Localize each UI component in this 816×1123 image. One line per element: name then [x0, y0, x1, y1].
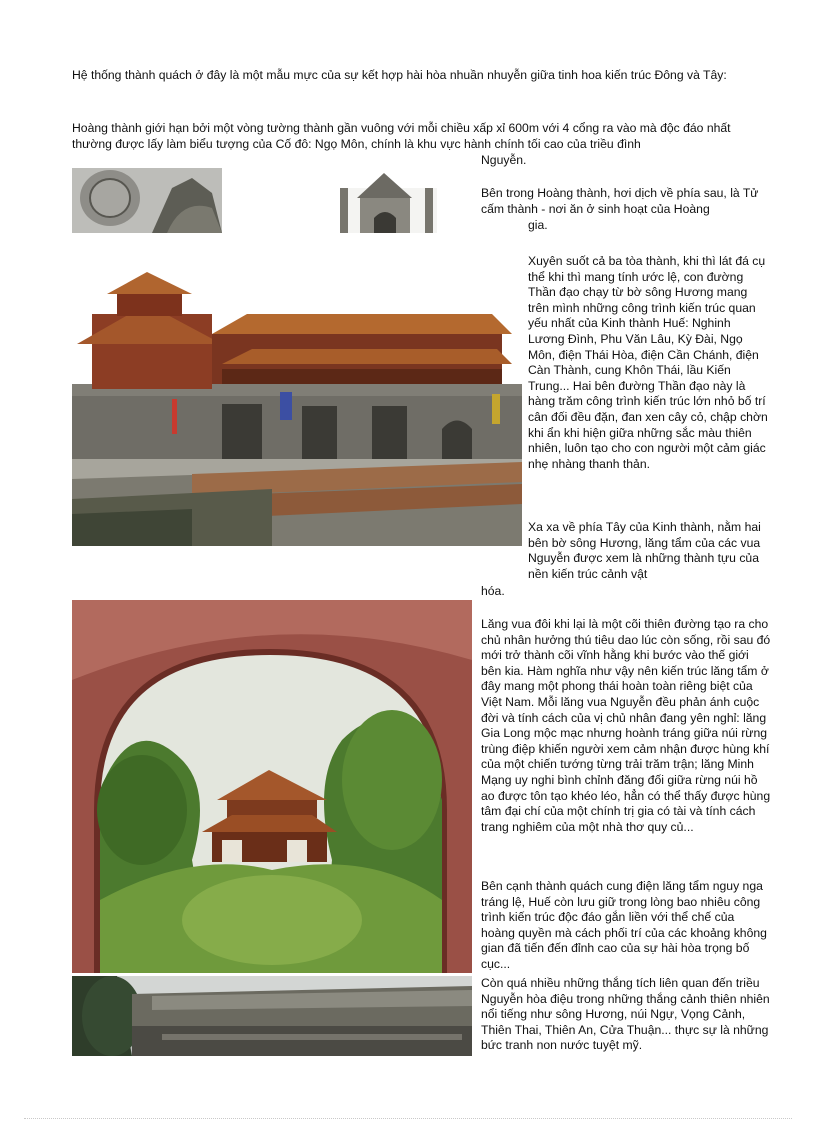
than-dao-paragraph: Xuyên suốt cả ba tòa thành, khi thì lát đá cụ thể khi thì mang tính ước lệ, con đường Thần đạo chạy từ bờ sông Hương mang trên mình những công trình kiến trúc quan yếu nhất của Kinh thành Huế: Nghinh Lương Đình, Phu Văn Lâu, Kỳ Đài, Ngọ Môn, điện Thái Hòa, điện Cần Chánh, điện Càn Thành, cung Khôn Thái, lầu Kiến Trung... Hai bên đường Thần đạo này là hàng trăm công trình kiến trúc lớn nhỏ bố trí cân đối đều đặn, đan xen cây cỏ, chập chờn khi ẩn khi hiện giữa những sắc màu thiên nhiên, luôn tạo cho con người một cảm giác nhẹ nhàng thanh thản. — [528, 254, 768, 471]
lang-tam-paragraph: Xa xa về phía Tây của Kinh thành, nằm hai bên bờ sông Hương, lăng tẩm của các vua Nguyễn được xem là những thành tựu của nền kiến trúc cảnh vật — [528, 520, 761, 581]
thang-tich-paragraph: Còn quá nhiều những thắng tích liên quan đến triều Nguyễn hòa điệu trong những thắng cảnh thiên nhiên nổi tiếng như sông Hương, núi Ngự, Vọng Cảnh, Thiên Thai, Thiên An, Cửa Thuận... thực sự là những bức tranh non nước tuyệt mỹ. — [481, 976, 770, 1053]
arch-framed-pavilion-photo — [72, 600, 472, 973]
ben-canh-paragraph: Bên cạnh thành quách cung điện lăng tẩm nguy nga tráng lệ, Huế còn lưu giữ trong lòng bao nhiêu công trình kiến trúc độc đáo gắn liền với thể chế của hoàng quyền mà cách phối trí của các khoảng không gian đã tiến đến đỉnh cao của sự hài hòa trọng bố cục... — [481, 879, 767, 971]
hoang-thanh-paragraph-end: Nguyễn. — [481, 153, 527, 167]
tu-cam-thanh-paragraph: Bên trong Hoàng thành, hơi dịch về phía sau, là Tử cấm thành - nơi ăn ở sinh hoạt của Hoàng — [481, 186, 759, 216]
tu-cam-thanh-paragraph-end: gia. — [528, 218, 548, 232]
lang-tam-paragraph-end: hóa. — [481, 584, 505, 598]
ngo-mon-gate-photo — [72, 234, 522, 546]
palace-roof-photo — [72, 976, 472, 1056]
hoang-thanh-paragraph: Hoàng thành giới hạn bởi một vòng tường thành gần vuông với mỗi chiều xấp xỉ 600m với 4 cổng ra vào mà độc đáo nhất thường được lấy làm biểu tượng của Cố đô: Ngọ Môn, chính là khu vực hành chính tối cao của triều đình — [72, 121, 731, 151]
seal-and-pavilion-photo — [72, 168, 437, 233]
intro-paragraph: Hệ thống thành quách ở đây là một mẫu mực của sự kết hợp hài hòa nhuần nhuyễn giữa tinh hoa kiến trúc Đông và Tây: — [72, 68, 727, 82]
lang-vua-paragraph: Lăng vua đôi khi lại là một cõi thiên đường tạo ra cho chủ nhân hưởng thú tiêu dao lúc còn sống, rồi sau đó mới trở thành cõi vĩnh hằng khi bước vào thế giới bên kia. Hàm nghĩa như vậy nên kiến trúc lăng tẩm ở đây mang một phong thái hoàn toàn riêng biệt của Việt Nam. Mỗi lăng vua Nguyễn đều phản ánh cuộc đời và tính cách của vị chủ nhân đang yên nghỉ: lăng Gia Long mộc mạc nhưng hoành tráng giữa núi rừng trùng điệp khiến người xem cảm nhận được hùng khí của một chiến tướng từng trải trăm trận; lăng Minh Mạng uy nghi bình chỉnh đăng đối giữa rừng núi hồ ao được tôn tạo khéo léo, hẳn có thể thấy được hùng tâm đại chí của một chính trị gia có tài và tính cách trang nghiêm của một nhà thơ quy củ... — [481, 617, 771, 834]
page-bottom-border — [24, 1118, 792, 1119]
